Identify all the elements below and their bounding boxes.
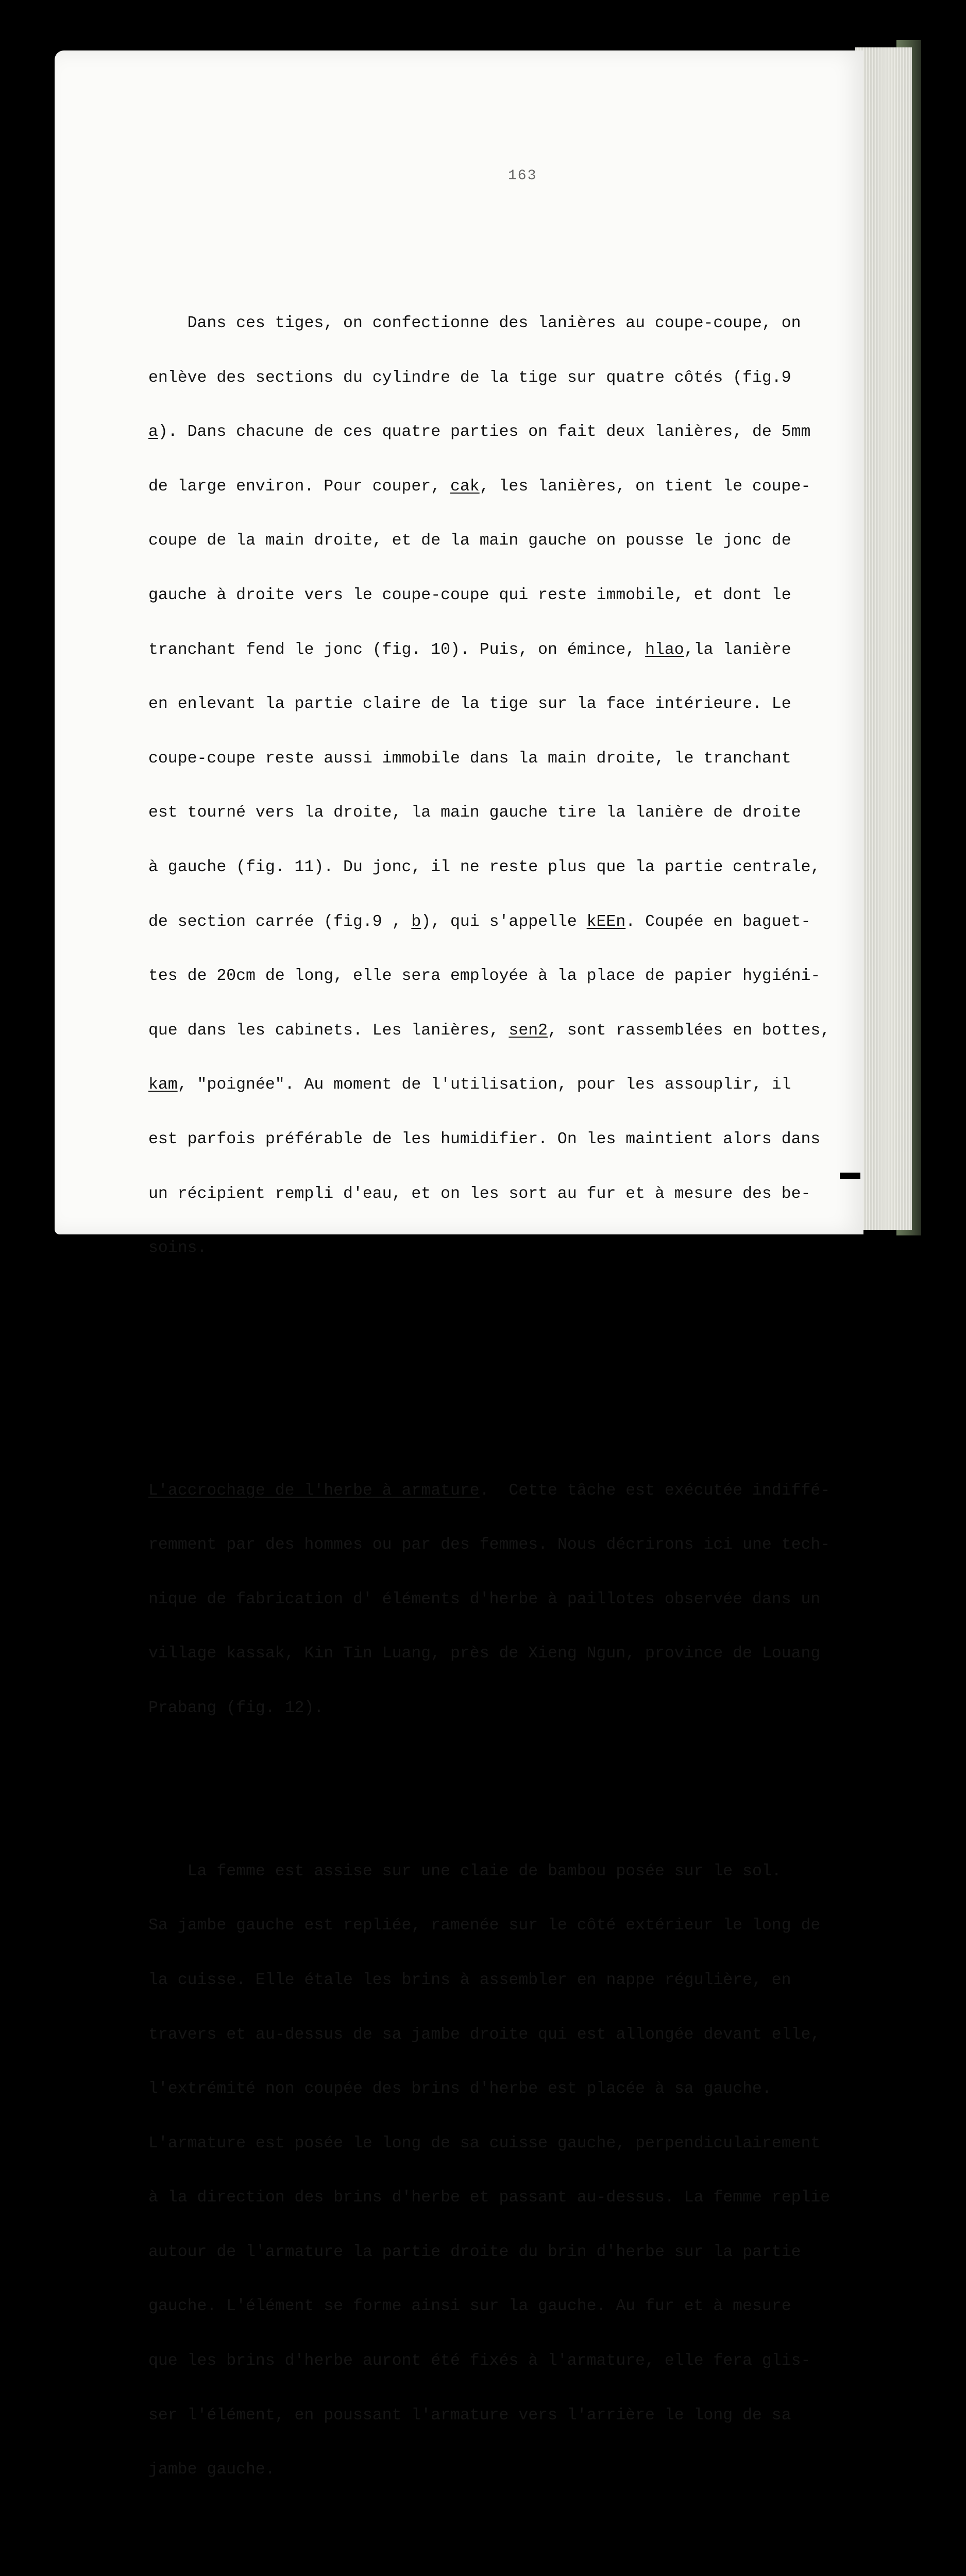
text-line: soins. xyxy=(148,1239,207,1258)
text-fragment: que dans les cabinets. Les lanières, xyxy=(148,1021,509,1040)
text-line: l'extrémité non coupée des brins d'herbe est placée à sa gauche. xyxy=(148,2080,772,2098)
underlined-term: b xyxy=(411,912,421,931)
paragraph-woman-position xyxy=(148,1826,831,2515)
text-line: que les brins d'herbe auront été fixés à l'armature, elle fera glis- xyxy=(148,2352,811,2370)
text-line: enlève des sections du cylindre de la tige sur quatre côtés (fig.9 xyxy=(148,368,791,387)
text-line: Dans ces tiges, on confectionne des lanières au coupe-coupe, on xyxy=(148,314,801,333)
text-fragment: , les lanières, on tient le coupe- xyxy=(479,477,811,496)
text-line: nique de fabrication d' éléments d'herbe à paillotes observée dans un xyxy=(148,1590,821,1608)
text-line: est tourné vers la droite, la main gauche tire la lanière de droite xyxy=(148,804,801,822)
underlined-term: kam xyxy=(148,1076,178,1094)
text-fragment: . Cette tâche est exécutée indiffé- xyxy=(479,1481,831,1500)
edge-marker xyxy=(840,1173,860,1179)
paragraph-grass-attachment xyxy=(148,1445,831,1753)
paragraph-rattan-strips xyxy=(148,278,831,1294)
text-line: en enlevant la partie claire de la tige sur la face intérieure. Le xyxy=(148,695,791,714)
text-line xyxy=(148,1481,831,1500)
text-line: Prabang (fig. 12). xyxy=(148,1699,324,1717)
text-fragment: ,la lanière xyxy=(684,640,791,659)
text-fragment: , "poignée". Au moment de l'utilisation, pour les assouplir, il xyxy=(177,1076,791,1094)
text-fragment: de large environ. Pour couper, xyxy=(148,477,450,496)
text-line: coupe de la main droite, et de la main gauche on pousse le jonc de xyxy=(148,532,791,550)
text-line: est parfois préférable de les humidifier. On les maintient alors dans xyxy=(148,1130,821,1148)
page-number: 163 xyxy=(508,168,537,184)
text-line: L'armature est posée le long de sa cuisse gauche, perpendiculairement xyxy=(148,2134,821,2153)
text-line: La femme est assise sur une claie de bambou posée sur le sol. xyxy=(148,1862,782,1880)
paragraph-gap xyxy=(148,1348,818,1372)
text-line: travers et au-dessus de sa jambe droite qui est allongée devant elle, xyxy=(148,2025,821,2044)
document-body xyxy=(148,224,831,2576)
text-line xyxy=(148,641,818,659)
text-line: coupe-coupe reste aussi immobile dans la main droite, le tranchant xyxy=(148,749,791,768)
text-line: jambe gauche. xyxy=(148,2461,275,2479)
text-line: ser l'élément, en poussant l'armature vers l'arrière le long de sa xyxy=(148,2406,791,2425)
text-line: la cuisse. Elle étale les brins à assembler en nappe régulière, en xyxy=(148,1971,791,1989)
text-line xyxy=(148,1021,831,1040)
text-line: village kassak, Kin Tin Luang, près de Xieng Ngun, province de Louang xyxy=(148,1645,821,1663)
text-fragment: . Coupée en baguet- xyxy=(625,912,811,931)
text-line: à la direction des brins d'herbe et passant au-dessus. La femme replie xyxy=(148,2189,831,2207)
text-line xyxy=(148,478,818,496)
text-line: autour de l'armature la partie droite du brin d'herbe sur la partie xyxy=(148,2243,801,2261)
text-line xyxy=(148,423,818,441)
text-line: remment par des hommes ou par des femmes. Nous décrirons ici une tech- xyxy=(148,1536,831,1554)
book-page-edges xyxy=(855,47,912,1230)
text-line: à gauche (fig. 11). Du jonc, il ne reste plus que la partie centrale, xyxy=(148,858,821,876)
underlined-term: hlao xyxy=(645,640,684,659)
underlined-term: a xyxy=(148,423,158,442)
text-fragment: ). Dans chacune de ces quatre parties on fait deux lanières, de 5mm xyxy=(158,423,811,442)
text-fragment: de section carrée (fig.9 , xyxy=(148,912,412,931)
text-line: tes de 20cm de long, elle sera employée à la place de papier hygiéni- xyxy=(148,967,821,986)
text-line: gauche à droite vers le coupe-coupe qui reste immobile, et dont le xyxy=(148,586,791,604)
text-line: Sa jambe gauche est repliée, ramenée sur le côté extérieur le long de xyxy=(148,1917,821,1935)
text-fragment: tranchant fend le jonc (fig. 10). Puis, on émince, xyxy=(148,640,646,659)
text-line xyxy=(148,1076,818,1094)
underlined-term: cak xyxy=(450,477,480,496)
underlined-term: kEEn xyxy=(586,912,626,931)
text-fragment: ), qui s'appelle xyxy=(421,912,587,931)
text-line xyxy=(148,913,818,931)
section-heading: L'accrochage de l'herbe à armature xyxy=(148,1481,480,1500)
text-line: gauche. L'élément se forme ainsi sur la gauche. Au fur et à mesure xyxy=(148,2297,791,2316)
text-line: un récipient rempli d'eau, et on les sort au fur et à mesure des be- xyxy=(148,1184,811,1203)
text-fragment: , sont rassemblées en bottes, xyxy=(548,1021,831,1040)
underlined-term: sen2 xyxy=(509,1021,548,1040)
